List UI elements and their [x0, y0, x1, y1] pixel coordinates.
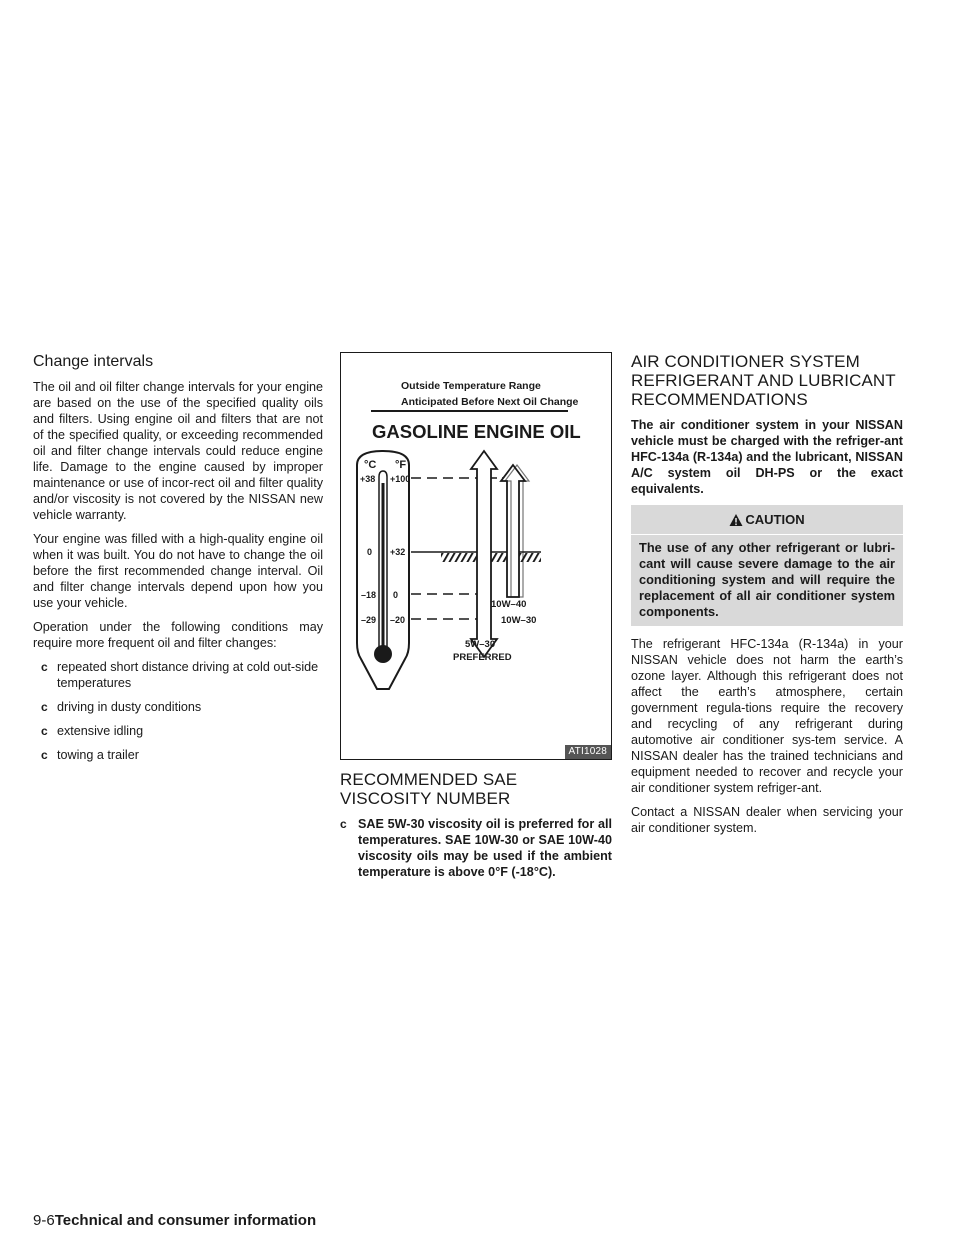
- oil-viscosity-diagram: [341, 353, 613, 761]
- list-item: [340, 816, 612, 880]
- list-item: [33, 723, 323, 739]
- caution-label: CAUTION: [745, 512, 805, 527]
- change-intervals-column: [33, 352, 323, 771]
- ac-column: [631, 352, 903, 844]
- paragraph: The refrigerant HFC-134a (R-134a) in your NISSAN vehicle does not harm the earth’s ozone layer. Although this refrigerant does not affect the earth’s atmosphere, certain government regula-tions require the recovery and recycling of any refrigerant during automotive air conditioner sys-tem service. A NISSAN dealer has the trained technicians and equipment needed to recover and recycle your air conditioner system refriger-ant.: [631, 637, 903, 795]
- viscosity-list: [340, 816, 612, 880]
- celsius-tick: +38: [360, 474, 376, 484]
- list-item: [33, 699, 323, 715]
- list-item-text: towing a trailer: [57, 748, 139, 762]
- bullet-mark: c: [41, 700, 48, 714]
- bullet-mark: c: [340, 817, 347, 831]
- paragraph: Your engine was filled with a high-quality engine oil when it was built. You do not have to change the oil before the first recommended change interval. Oil and filter change intervals depend upon how you use your vehicle.: [33, 532, 323, 610]
- bullet-mark: c: [41, 748, 48, 762]
- bullet-mark: c: [41, 660, 48, 674]
- celsius-unit-label: °C: [364, 459, 377, 471]
- ac-intro: The air conditioner system in your NISSAN vehicle must be charged with the refriger-ant HFC-134a (R-134a) and the lubricant, NISSAN A/C system oil DH-PS or the exact equivalents.: [631, 418, 903, 496]
- celsius-tick: –18: [361, 590, 377, 600]
- bullet-mark: c: [41, 724, 48, 738]
- label-5w30: 5W–30: [465, 639, 496, 650]
- list-item: [33, 659, 323, 691]
- conditions-list: [33, 659, 323, 763]
- fahrenheit-unit-label: °F: [395, 459, 407, 471]
- figure-id: ATI1028: [565, 745, 611, 759]
- caution-box: [631, 505, 903, 626]
- fahrenheit-tick: –20: [390, 615, 406, 625]
- fahrenheit-tick: 0: [393, 590, 399, 600]
- celsius-tick: –29: [361, 615, 377, 625]
- figure-title: GASOLINE ENGINE OIL: [372, 421, 581, 442]
- viscosity-heading: RECOMMENDED SAE VISCOSITY NUMBER: [340, 770, 518, 808]
- ac-heading: AIR CONDITIONER SYSTEM REFRIGERANT AND LUBRICANT RECOMMENDATIONS: [631, 352, 896, 409]
- label-10w30: 10W–30: [501, 615, 537, 626]
- viscosity-column: [340, 352, 612, 888]
- paragraph: Contact a NISSAN dealer when servicing your air conditioner system.: [631, 805, 903, 835]
- fahrenheit-tick: +32: [390, 547, 406, 557]
- arrow-10w30: [501, 465, 525, 597]
- page-footer: [33, 1212, 316, 1230]
- section-title: Technical and consumer information: [54, 1212, 317, 1229]
- caution-header: [631, 511, 903, 535]
- figure-line2: Anticipated Before Next Oil Change: [401, 396, 579, 408]
- oil-viscosity-figure: [340, 352, 612, 760]
- change-intervals-heading: Change intervals: [33, 353, 154, 370]
- paragraph: Operation under the following conditions may require more frequent oil and filter changes:: [33, 620, 323, 650]
- label-10w40: 10W–40: [491, 599, 527, 610]
- paragraph: The oil and oil filter change intervals for your engine are based on the use of the specified quality oils and filters. Using engine oil and filters that are not of the specified quality, or exceeding recommended oil and filter change intervals could reduce engine life. Damage to the engine caused by improper maintenance or use of incor-rect oil and filter quality and/or viscosity is not covered by the NISSAN new vehicle warranty.: [33, 380, 323, 522]
- list-item-text: extensive idling: [57, 724, 144, 738]
- label-preferred: PREFERRED: [453, 652, 512, 663]
- page-number: 9-6: [33, 1212, 55, 1229]
- list-item-text: repeated short distance driving at cold out-side temperatures: [57, 660, 319, 690]
- celsius-tick: 0: [367, 547, 373, 557]
- list-item-text: SAE 5W-30 viscosity oil is preferred for all temperatures. SAE 10W-30 or SAE 10W-40 viscosity oils may be used if the ambient temperature is above 0°F (-18°C).: [358, 817, 612, 879]
- list-item: [33, 747, 323, 763]
- list-item-text: driving in dusty conditions: [57, 700, 202, 714]
- fahrenheit-tick: +100: [390, 474, 411, 484]
- warning-icon: [729, 513, 743, 527]
- figure-line1: Outside Temperature Range: [401, 380, 541, 392]
- caution-text: The use of any other refrigerant or lubri-cant will cause severe damage to the air conditioning system and will require the replacement of all air conditioner system components.: [639, 540, 895, 619]
- thermometer-mercury: [382, 483, 385, 653]
